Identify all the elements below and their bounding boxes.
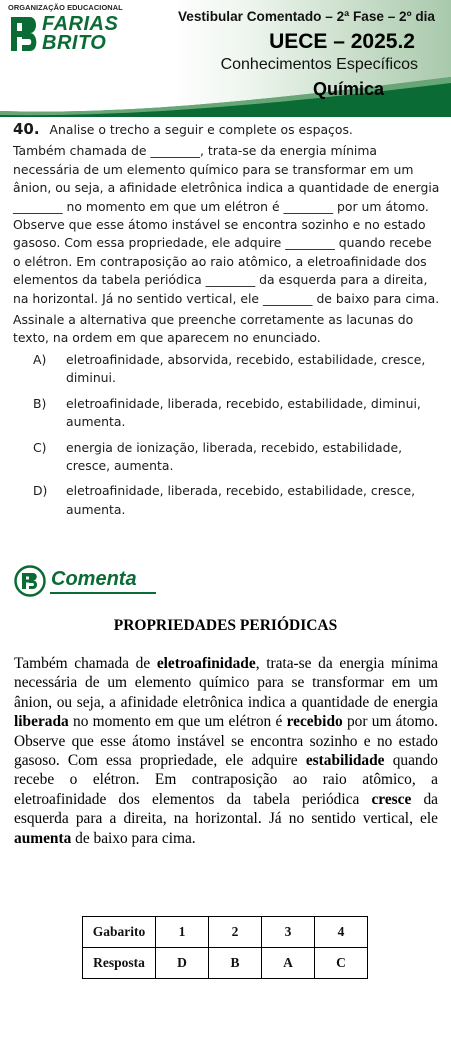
commentary-text [14,654,438,848]
comenta-label: Comenta [51,568,137,590]
answer-highlight: estabilidade [305,752,385,770]
table-row-label: Gabarito [83,917,156,948]
question-text: Também chamada de ________, trata-se da energia mínima necessária de um elemento químico para se transformar em um ânion, ou seja, a afinidade eletrônica indica a quantidade de energia ________ no momento em que um elétron é ________ por um átomo. Observe que esse átomo instável se encontra sozinho e no estado gasoso. Com essa propriedade, ele adquire ________ quando recebe o elétron. Em contraposição ao raio atômico, a eletroafinidade dos elementos da tabela periódica ________ da esquerda para a direita, na horizontal. Já no sentido vertical, ele ________ de baixo para cima. [13,143,440,306]
exam-subtitle: Vestibular Comentado – 2ª Fase – 2º dia [177,9,435,24]
option-text: eletroafinidade, liberada, recebido, estabilidade, diminui, aumenta. [66,395,421,430]
table-row [83,948,368,979]
answer-highlight: aumenta [14,829,72,847]
comenta-badge [14,565,164,599]
exam-subject: Química [312,79,384,99]
option-a [13,351,441,388]
commentary-title: PROPRIEDADES PERIÓDICAS [113,617,338,634]
commentary-segment: por um átomo. Observe que esse átomo instável se encontra sozinho e no estado gasoso. Com essa propriedade, ele adquire [14,713,438,770]
commentary-segment: , trata-se da energia mínima necessária de um elemento químico para se transformar em um ânion, ou seja, a afinidade eletrônica indica a quantidade de energia [14,655,439,711]
table-row [83,917,368,948]
answer-highlight: recebido [286,713,343,731]
question-instruction: Assinale a alternativa que preenche corretamente as lacunas do texto, na ordem em que aparecem no enunciado. [13,312,414,346]
table-cell: A [262,948,315,979]
answer-table [82,916,368,979]
fb-logo-icon [14,565,46,597]
exam-area: Conhecimentos Específicos [220,56,418,73]
table-cell: 1 [156,917,209,948]
table-cell: D [156,948,209,979]
option-letter: C) [33,439,47,455]
commentary-segment: da esquerda para a direita, na horizontal. Já no sentido vertical, ele [14,790,438,828]
exam-title: UECE – 2025.2 [269,30,415,53]
table-row-label: Resposta [83,948,156,979]
header-banner [0,0,451,117]
commentary-segment: Também chamada de [14,655,157,672]
table-cell: 2 [209,917,262,948]
brand-name-line1: FARIAS [42,13,119,35]
option-text: eletroafinidade, absorvida, recebido, estabilidade, cresce, diminui. [66,351,426,386]
commentary-segment: de baixo para cima. [71,829,196,847]
option-letter: A) [33,351,47,367]
option-d [13,482,441,519]
question-number: 40. [13,120,40,138]
option-b [13,395,441,432]
table-cell: B [209,948,262,979]
answer-highlight: eletroafinidade [156,655,256,672]
table-cell: C [315,948,368,979]
option-text: energia de ionização, liberada, recebido, estabilidade, cresce, aumenta. [66,439,403,473]
option-text: eletroafinidade, liberada, recebido, estabilidade, cresce, aumenta. [66,483,416,517]
question-header [13,120,441,139]
question-prompt: Analise o trecho a seguir e complete os espaços. [49,122,353,137]
question-block [13,120,441,526]
brand-name-line2: BRITO [42,32,107,54]
option-letter: D) [33,483,48,499]
option-letter: B) [33,395,47,411]
brand-logo [8,3,178,65]
comenta-underline [50,592,156,594]
option-c [13,439,441,476]
answer-highlight: cresce [371,790,412,808]
org-label: ORGANIZAÇÃO EDUCACIONAL [8,3,123,12]
commentary-segment: quando recebe o elétron. Em contraposição ao raio atômico, a eletroafinidade dos elementos da tabela periódica [14,752,439,808]
table-cell: 3 [262,917,315,948]
table-cell: 4 [315,917,368,948]
commentary-segment: no momento em que um elétron é [68,713,287,731]
answer-highlight: liberada [14,713,69,731]
fb-logo-icon [10,15,40,53]
